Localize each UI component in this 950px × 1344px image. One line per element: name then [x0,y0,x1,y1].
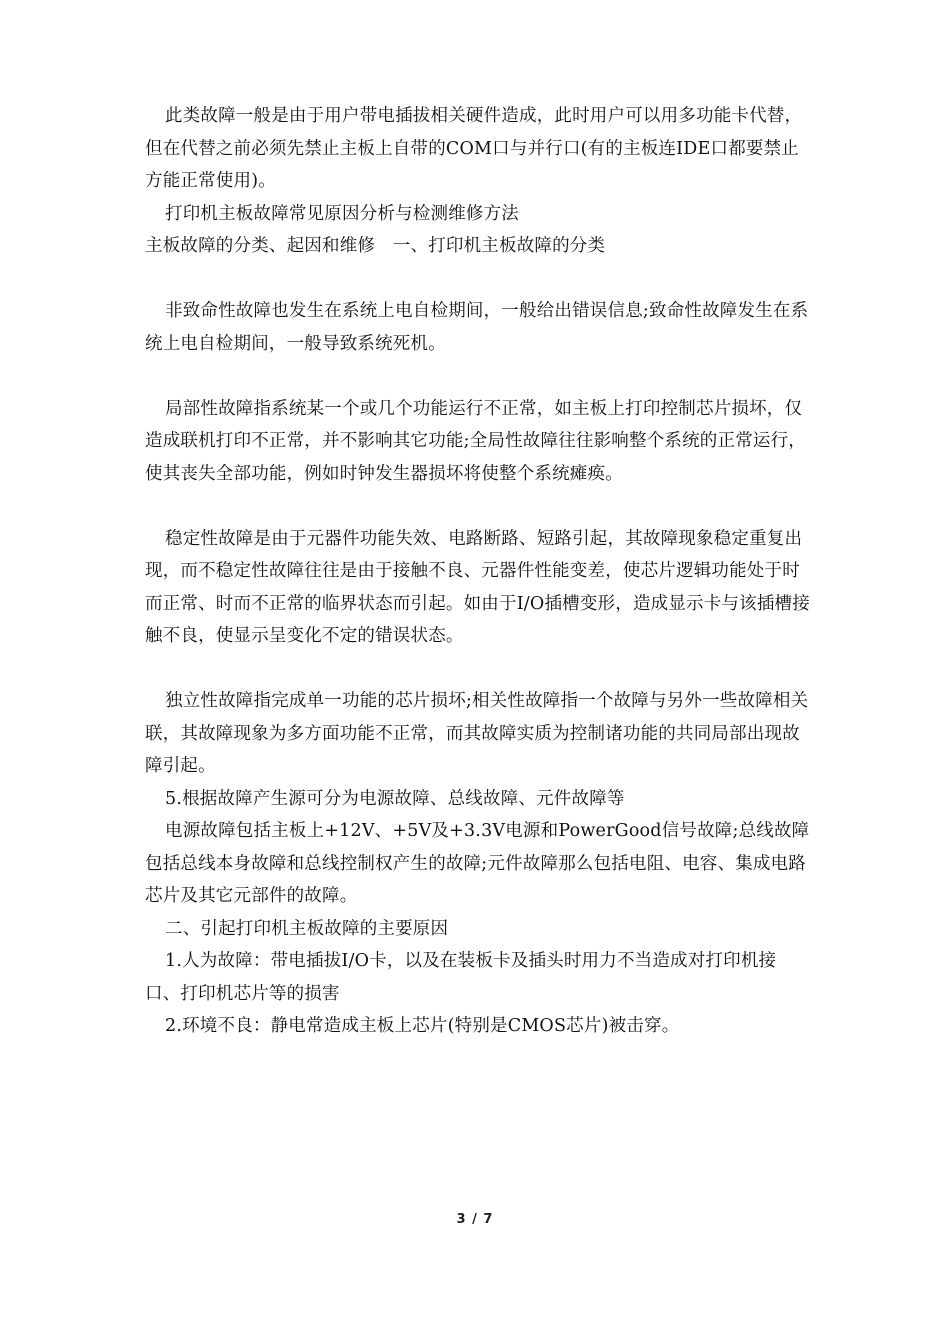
list-item-fault-source: 5.根据故障产生源可分为电源故障、总线故障、元件故障等 [165,788,625,809]
paragraph-power-bus-faults: 电源故障包括主板上+12V、+5V及+3.3V电源和PowerGood信号故障;总线故障包括总线本身故障和总线控制权产生的故障;元件故障那么包括电阻、电容、集成电路芯片及其它元部件的故障。 [145,821,810,906]
document-body [145,100,810,1043]
page-number: 3 / 7 [456,1212,494,1227]
blank-line [145,360,810,393]
blank-line [145,263,810,296]
paragraph-local-faults: 局部性故障指系统某一个或几个功能运行不正常，如主板上打印控制芯片损坏，仅造成联机打印不正常，并不影响其它功能;全局性故障往往影响整个系统的正常运行，使其丧失全部功能，例如时钟发生器损坏将使整个系统瘫痪。 [145,398,806,484]
list-item-human-fault: 1.人为故障：带电插拔I/O卡，以及在装板卡及插头时用力不当造成对打印机接口、打印机芯片等的损害 [145,951,777,1004]
paragraph-independent-faults: 独立性故障指完成单一功能的芯片损坏;相关性故障指一个故障与另外一些故障相关联，其故障现象为多方面功能不正常，而其故障实质为控制诸功能的共同局部出现故障引起。 [145,691,809,776]
paragraph-fatal-faults: 非致命性故障也发生在系统上电自检期间，一般给出错误信息;致命性故障发生在系统上电自检期间，一般导致系统死机。 [145,301,809,354]
paragraph-hot-plug: 此类故障一般是由于用户带电插拔相关硬件造成，此时用户可以用多功能卡代替，但在代替之前必须先禁止主板上自带的COM口与并行口(有的主板连IDE口都要禁止方能正常使用)。 [145,106,803,191]
section-title: 打印机主板故障常见原因分析与检测维修方法 [165,203,519,224]
list-item-environment-fault: 2.环境不良：静电常造成主板上芯片(特别是CMOS芯片)被击穿。 [165,1016,680,1036]
blank-line [145,490,810,523]
blank-line [145,653,810,686]
paragraph-stable-faults: 稳定性故障是由于元器件功能失效、电路断路、短路引起，其故障现象稳定重复出现，而不稳定性故障往往是由于接触不良、元器件性能变差，使芯片逻辑功能处于时而正常、时而不正常的临界状态而引起。如由于I/O插槽变形，造成显示卡与该插槽接触不良，使显示呈变化不定的错误状态。 [145,528,810,646]
section-heading-classification: 主板故障的分类、起因和维修 一、打印机主板故障的分类 [145,236,606,256]
section-heading-causes: 二、引起打印机主板故障的主要原因 [165,918,449,939]
